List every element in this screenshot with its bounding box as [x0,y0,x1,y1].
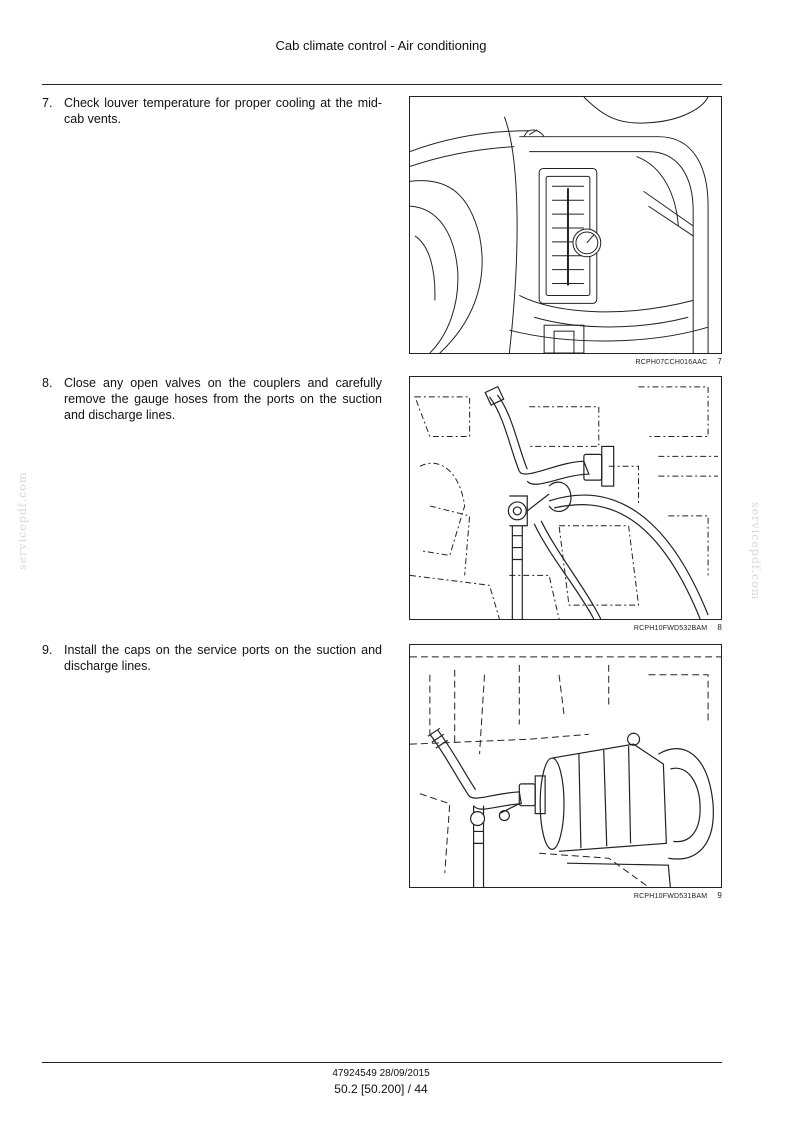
figure-9-illustration [409,644,722,888]
figure-number: 8 [717,623,722,632]
figure-code: RCPH10FWD532BAM [633,625,708,632]
step-number: 8. [42,376,53,390]
step-text: Close any open valves on the couplers and carefully remove the gauge hoses from the ports on the suction and discharge lines. [64,376,382,422]
figure-8-caption [409,623,722,632]
page-header-title: Cab climate control - Air conditioning [275,38,487,53]
step-7 [42,95,382,127]
header-rule [42,84,722,85]
watermark-left: servicepdf.com [16,471,29,570]
capped-ports-drawing [410,645,721,887]
step-number: 7. [42,96,53,110]
gauge-hose-drawing [410,377,721,619]
footer-page-number: 50.2 [50.200] / 44 [334,1082,428,1096]
figure-code: RCPH07CCH016AAC [635,359,708,366]
figure-9-caption [409,891,722,900]
figure-number: 9 [717,891,722,900]
step-text: Install the caps on the service ports on the suction and discharge lines. [64,643,382,673]
watermark-right: servicepdf.com [749,502,762,601]
figure-7-illustration [409,96,722,354]
figure-code: RCPH10FWD531BAM [633,893,708,900]
footer-doc-reference: 47924549 28/09/2015 [332,1068,430,1079]
step-text: Check louver temperature for proper cooling at the mid-cab vents. [64,96,382,126]
cab-vent-drawing [410,97,721,353]
figure-number: 7 [717,357,722,366]
figure-7-caption [409,357,722,366]
footer-rule [42,1062,722,1063]
step-8 [42,375,382,423]
step-number: 9. [42,643,53,657]
figure-8-illustration [409,376,722,620]
step-9 [42,642,382,674]
